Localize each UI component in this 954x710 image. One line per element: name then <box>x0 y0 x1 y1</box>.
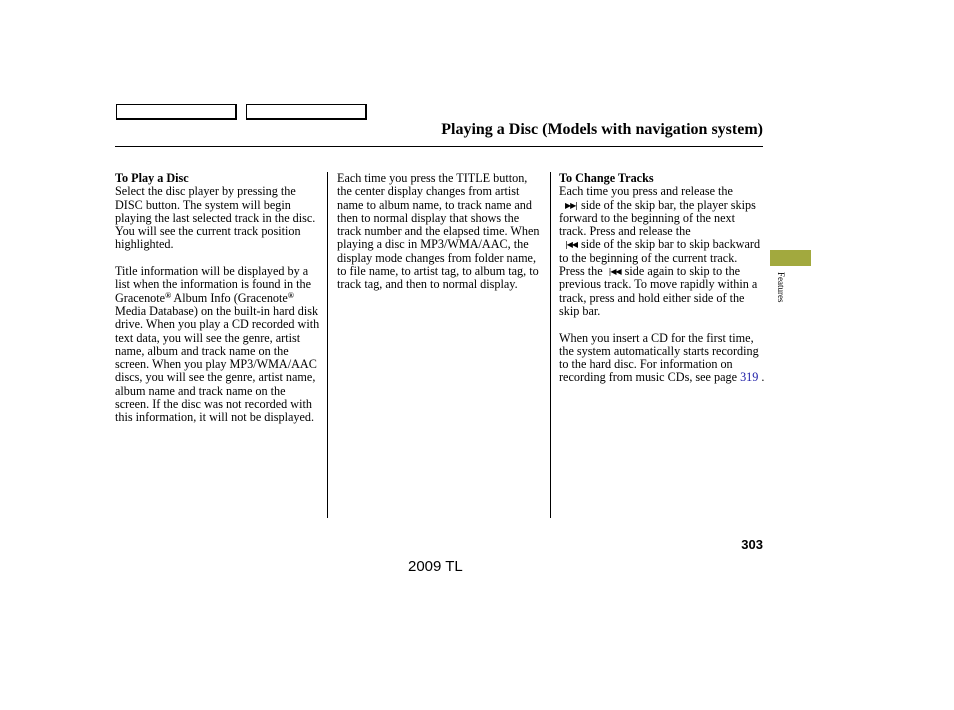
paragraph <box>115 185 321 251</box>
paragraph-text: . <box>761 370 765 385</box>
heading-change-tracks: To Change Tracks <box>559 171 654 185</box>
paragraph-text: Each time you press and release the <box>559 184 733 199</box>
title-divider <box>115 146 763 147</box>
skip-back-icon: |◀◀ <box>565 240 577 250</box>
paragraph-text: Each time you press the TITLE button, the center display changes from artist name to album name, to track name and then to normal display that shows the track number and the elapsed time. When playing a disc in MP3/WMA/AAC, the display mode changes from folder name, to file name, to artist tag, to album tag, to track tag, and then to normal display. <box>337 171 540 292</box>
heading-play-disc: To Play a Disc <box>115 171 189 185</box>
registered-mark: ® <box>287 290 294 300</box>
column-divider <box>327 172 328 518</box>
paragraph-text: Title information will be displayed by a list when the information is found in the Gracenote <box>115 264 311 305</box>
page-link-319[interactable]: 319 <box>740 370 759 385</box>
paragraph-text: When you insert a CD for the first time, the system automatically starts recording to the hard disc. For information on recording from music CDs, see page <box>559 330 759 385</box>
paragraph-text: side again to skip to the previous track. To move rapidly within a track, press and hold either side of the skip bar. <box>559 264 758 318</box>
column-play-disc <box>115 172 321 438</box>
column-title-button <box>337 172 543 305</box>
paragraph <box>337 172 543 292</box>
column-change-tracks <box>559 172 765 398</box>
section-tab <box>770 250 811 266</box>
section-label: Features <box>776 272 786 303</box>
skip-forward-icon: ▶▶| <box>565 200 577 210</box>
page-title: Playing a Disc (Models with navigation system) <box>441 121 763 138</box>
skip-back-icon: |◀◀ <box>608 267 621 277</box>
paragraph-text: side of the skip bar to skip backward to the beginning of the current track. Press the <box>559 237 761 279</box>
paragraph-text: Media Database) on the built-in hard disk drive. When you play a CD recorded with text data, you will see the genre, artist name, album and track name on the screen. When you play MP3/WMA/AAC discs, you will see the genre, artist name, album name and track name on the screen. If the disc was not recorded with this information, it will not be displayed. <box>115 303 320 425</box>
column-divider <box>550 172 551 518</box>
registered-mark: ® <box>165 290 172 300</box>
paragraph <box>559 332 765 385</box>
paragraph-text: Select the disc player by pressing the DISC button. The system will begin playing the last selected track in the disc. You will see the current track position highlighted. <box>115 184 316 252</box>
nav-button-next[interactable] <box>246 104 367 120</box>
footer-model: 2009 TL <box>408 558 463 575</box>
paragraph-text: side of the skip bar, the player skips forward to the beginning of the next track. Press and release the <box>559 197 756 239</box>
page-number: 303 <box>741 537 763 552</box>
nav-button-previous[interactable] <box>116 104 237 120</box>
paragraph <box>559 185 765 318</box>
paragraph <box>115 265 321 425</box>
paragraph-text: Album Info (Gracenote <box>171 290 288 305</box>
